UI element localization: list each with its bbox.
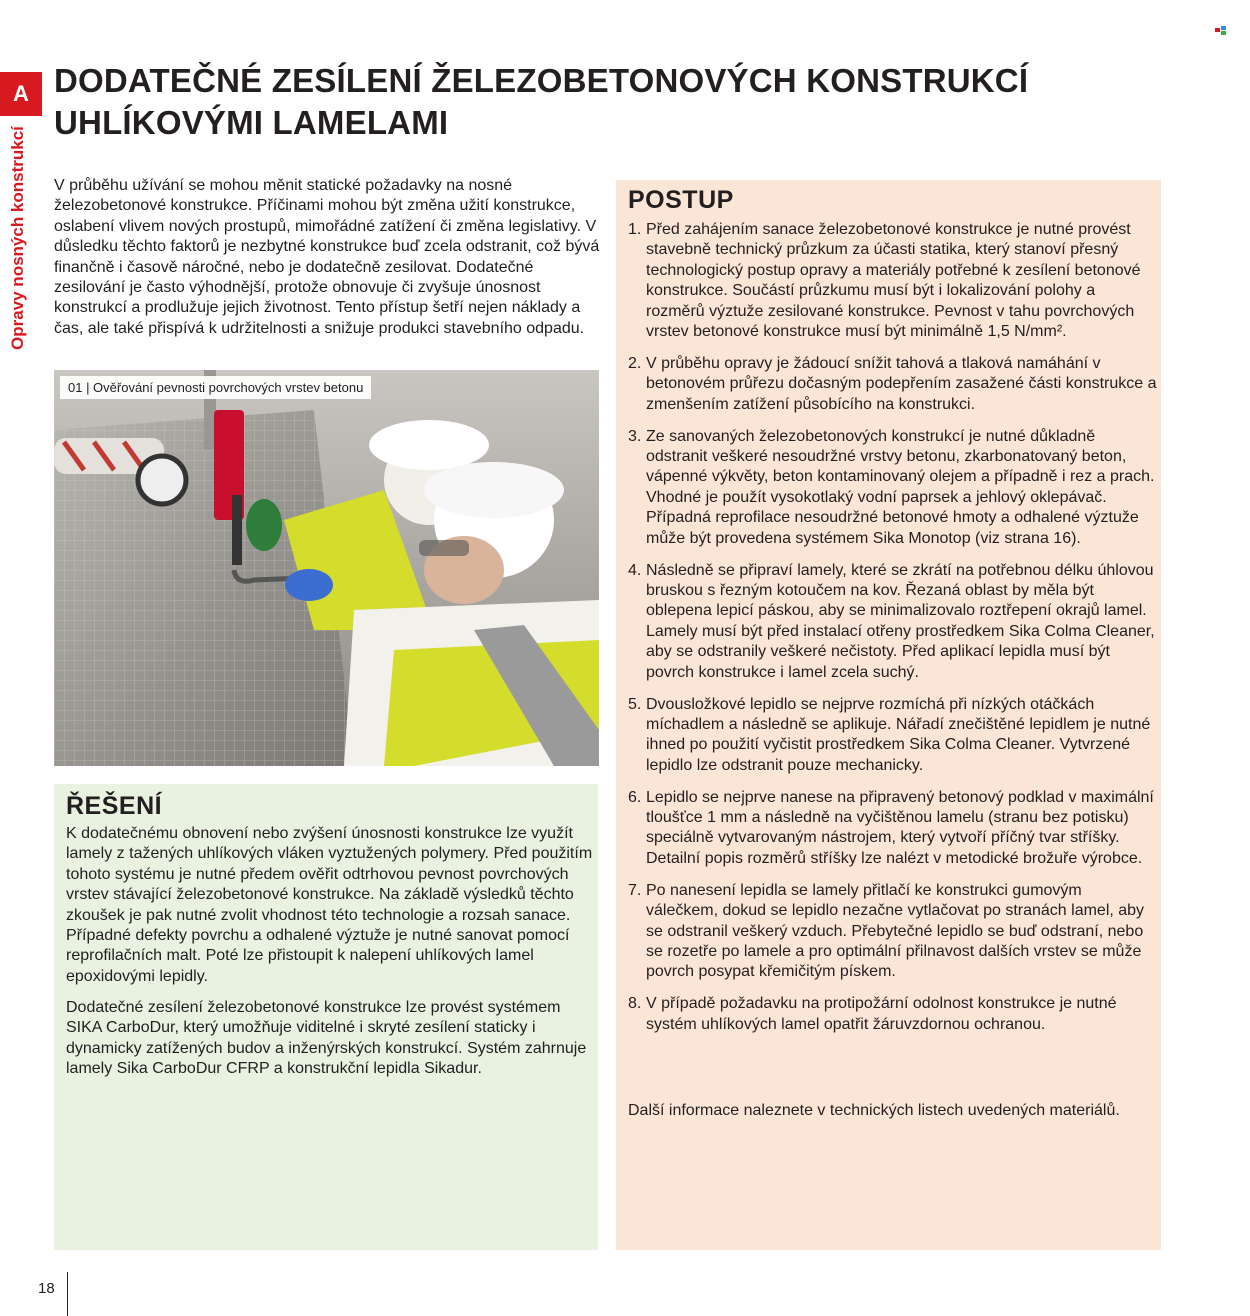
- step-text: Po nanesení lepidla se lamely přitlačí ke konstrukci gumovým válečkem, dokud se lepidlo nezačne vytlačovat po stranách lamel, aby se odstranil veškerý vzduch. Přebytečné lepidlo se buď odstraní, nebo se rozetře po lamele a pro optimální přilnavost dalších vrstev se může povrch posypat křemičitým pískem.: [646, 881, 1145, 981]
- side-section-label: Opravy nosných konstrukcí: [8, 126, 27, 350]
- step-text: Následně se připraví lamely, které se zkrátí na potřebnou délku úhlovou bruskou s řezným kotoučem na kov. Řezaná oblast by měla být oblepena lepicí páskou, aby se minimalizovalo roztřepení okrajů lamel. Lamely musí být před instalací otřeny prostředkem Sika Colma Cleaner, aby se odstranily veškeré nečistoty. Před aplikací lepidla musí být povrch konstrukce i lamel zcela suchý.: [646, 561, 1155, 681]
- intro-paragraph: V průběhu užívání se mohou měnit statické požadavky na nosné železobetonové konstrukce. Příčinami mohou být změna užití konstrukce, oslabení vlivem nových prostupů, mimořádné zatížení či změna legislativy. V důsledku těchto faktorů je nezbytné konstrukce buď zcela odstranit, což bývá finančně i časově náročné, nebo je dodatečně zesilovat. Dodatečné zesilování je často výhodnější, protože obnovuje či zvyšuje únosnost konstrukcí a prodlužuje jejich životnost. Tento přístup šetří nejen náklady a čas, ale také přispívá k udržitelnosti a snižuje produkci stavebního odpadu.: [54, 177, 600, 337]
- step-number: 3.: [628, 427, 642, 445]
- postup-step: [628, 427, 1158, 549]
- step-number: 6.: [628, 788, 642, 806]
- postup-step: [628, 695, 1158, 777]
- step-text: V průběhu opravy je žádoucí snížit tahová a tlaková namáhání v betonovém průřezu dočasným podepřením zasažené části konstrukce a zmenšením zatížení působícího na konstrukci.: [646, 354, 1157, 413]
- postup-step: [628, 881, 1158, 983]
- postup-steps: [628, 220, 1158, 1047]
- postup-step: [628, 561, 1158, 683]
- step-text: Před zahájením sanace železobetonové konstrukce je nutné provést stavebně technický průzkum za účasti statika, který stanoví přesný technologický postup opravy a materiály potřebné k zesílení betonové konstrukce. Součástí průzkumu musí být i lokalizování polohy a rozměrů výztuže zesilované konstrukce. Pevnost v tahu povrchových vrstev betonové konstrukce musí být minimálně 1,5 N/mm².: [646, 221, 1141, 341]
- photo-illustration: [54, 370, 599, 766]
- step-number: 1.: [628, 221, 642, 238]
- logo-mark-icon: [1215, 26, 1227, 36]
- reseni-title: ŘEŠENÍ: [66, 792, 163, 820]
- step-number: 7.: [628, 881, 642, 899]
- photo-concrete-testing: [54, 370, 599, 766]
- reseni-box: [54, 784, 598, 1250]
- postup-title: POSTUP: [628, 186, 734, 214]
- photo-caption: 01 | Ověřování pevnosti povrchových vrstev betonu: [60, 376, 371, 399]
- further-info: Další informace naleznete v technických listech uvedených materiálů.: [628, 1102, 1120, 1119]
- step-number: 2.: [628, 354, 642, 372]
- reseni-paragraph-2: Dodatečné zesílení železobetonové konstrukce lze provést systémem SIKA CarboDur, který umožňuje viditelné i skryté zesílení staticky i dynamicky zatížených budov a inženýrských konstrukcí. Systém zahrnuje lamely Sika CarboDur CFRP a konstrukční lepidla Sikadur.: [66, 999, 587, 1078]
- postup-step: [628, 788, 1158, 870]
- step-number: 5.: [628, 695, 642, 713]
- step-number: 8.: [628, 995, 642, 1013]
- postup-step: [628, 354, 1158, 415]
- postup-box: [616, 180, 1161, 1250]
- section-tab-letter: A: [13, 81, 29, 106]
- page-number-divider: [67, 1272, 68, 1316]
- step-text: V případě požadavku na protipožární odolnost konstrukce je nutné systém uhlíkových lamel opatřit žáruvzdornou ochranou.: [646, 995, 1117, 1033]
- postup-step: [628, 220, 1158, 342]
- step-text: Ze sanovaných železobetonových konstrukcí je nutné důkladně odstranit veškeré nesoudržné vrstvy betonu, zkarbonatovaný beton, vápenné výkvěty, beton kontaminovaný olejem a případně i rez a prach. Vhodné je použít vysokotlaký vodní paprsek a jehlový oklepávač. Případná reprofilace nesoudržné betonové hmoty a odhalené výztuže může být provedena systémem Sika Monotop (viz strana 16).: [646, 427, 1155, 547]
- step-number: 4.: [628, 561, 642, 579]
- page-title: DODATEČNÉ ZESÍLENÍ ŽELEZOBETONOVÝCH KONSTRUKCÍ UHLÍKOVÝMI LAMELAMI: [54, 62, 1029, 141]
- step-text: Dvousložkové lepidlo se nejprve rozmíchá při nízkých otáčkách míchadlem a následně se aplikuje. Nářadí znečištěné lepidlem je nutné ihned po použití vyčistit prostředkem Sika Colma Cleaner. Vytvrzené lepidlo lze odstranit pouze mechanicky.: [646, 695, 1151, 774]
- step-text: Lepidlo se nejprve nanese na připravený betonový podklad v maximální tloušťce 1 mm a následně na vyčištěnou lamelu (stranu bez potisku) speciálně vytvarovaným nástrojem, který vytvoří příčný tvar stříšky. Detailní popis rozměrů stříšky lze nalézt v metodické brožuře výrobce.: [646, 788, 1154, 867]
- postup-step: [628, 994, 1158, 1035]
- reseni-paragraph-1: K dodatečnému obnovení nebo zvýšení únosnosti konstrukce lze využít lamely z tažených uhlíkových vláken vyztužených polymery. Před použitím tohoto systému je nutné předem ověřit odtrhovou pevnost povrchových vrstev stávající železobetonové konstrukce. Na základě výsledků těchto zkoušek je pak nutné zvolit vhodnost této technologie a rozsah sanace. Případné defekty povrchu a odhalené výztuže je nutné sanovat pomocí reprofilačních malt. Poté lze přistoupit k nalepení uhlíkových lamel epoxidovými lepidly.: [66, 825, 593, 985]
- page-number: 18: [38, 1280, 55, 1297]
